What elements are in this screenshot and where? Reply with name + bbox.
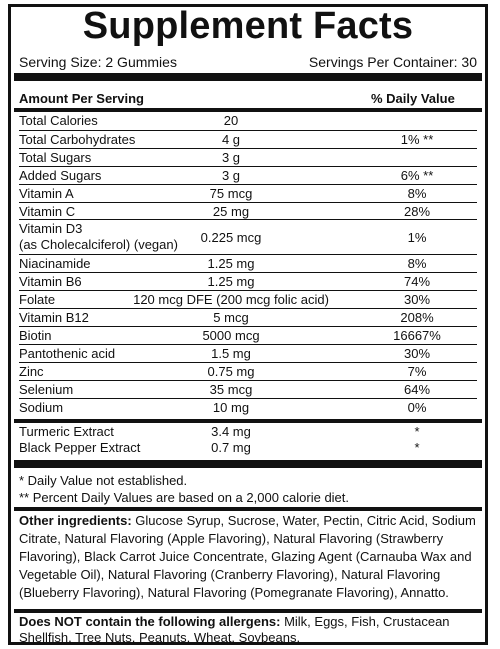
divider-allergens <box>14 609 482 613</box>
nutrient-name: Selenium <box>19 381 74 397</box>
nutrient-dv: 30% <box>403 345 431 361</box>
nutrient-name: Biotin <box>19 328 52 343</box>
nutrient-amount: 0.225 mcg <box>200 230 262 246</box>
column-header <box>19 89 477 109</box>
nutrient-row <box>19 166 477 185</box>
nutrient-amount: 10 mg <box>212 399 250 415</box>
nutrient-name: Total Carbohydrates <box>19 131 136 147</box>
nutrient-dv: 6% ** <box>400 167 434 183</box>
nutrient-amount: 1.25 mg <box>207 274 255 290</box>
nutrient-amount: 120 mcg DFE (200 mcg folic acid) <box>133 292 329 308</box>
nutrient-row <box>19 202 477 221</box>
nutrient-dv: 8% <box>407 256 427 272</box>
nutrient-name: Vitamin C <box>19 203 76 219</box>
nutrient-row <box>19 112 477 130</box>
panel-title: Supplement Facts <box>82 5 414 47</box>
nutrient-amount: 1.25 mg <box>207 256 255 272</box>
ingredients-text: Glucose Syrup, Sucrose, Water, Pectin, Citric Acid, Sodium Citrate, Natural Flavoring (Apple Flavoring), Natural Flavoring (Strawberry Flavoring), Black Carrot Juice Concentrate, Glazing Agent (Carnauba Wax and Vegetable Oil), Natural Flavoring (Cranberry Flavoring), Natural Flavoring (Blueberry Flavoring), Natural Flavoring (Pomegranate Flavoring), Annatto. <box>19 513 476 600</box>
nutrient-name: Zinc <box>19 363 44 379</box>
nutrient-dv: 0% <box>407 399 427 415</box>
divider-ingredients <box>14 507 482 511</box>
nutrient-row <box>19 148 477 167</box>
footnote-calorie: ** Percent Daily Values are based on a 2,000 calorie diet. <box>19 490 350 505</box>
nutrient-dv: 8% <box>407 185 427 201</box>
nutrient-row <box>19 272 477 291</box>
nutrient-row <box>19 362 477 381</box>
extract-dv: * <box>414 424 420 439</box>
nutrient-dv: 64% <box>403 381 431 397</box>
nutrient-name: Niacinamide <box>19 256 91 272</box>
nutrient-row <box>19 326 477 345</box>
amount-header: Amount Per Serving <box>19 91 144 106</box>
nutrient-row <box>19 308 477 327</box>
allergens-label: Does NOT contain the following allergens: <box>19 614 281 629</box>
nutrient-dv: 16667% <box>393 328 441 343</box>
nutrient-row <box>19 254 477 273</box>
nutrient-dv: 7% <box>407 363 427 379</box>
extract-amount: 0.7 mg <box>211 440 251 455</box>
nutrient-name: Total Sugars <box>19 149 92 165</box>
nutrient-name: Vitamin D3 <box>19 221 83 237</box>
nutrient-row <box>19 380 477 399</box>
nutrient-name: Sodium <box>19 399 64 415</box>
divider-footnotes <box>14 460 482 468</box>
nutrient-amount: 0.75 mg <box>207 363 255 379</box>
nutrient-row <box>19 344 477 363</box>
nutrient-name: Vitamin A <box>19 185 74 201</box>
extract-amount: 3.4 mg <box>211 424 251 439</box>
nutrient-row <box>19 290 477 309</box>
nutrient-row <box>19 184 477 203</box>
nutrient-row <box>19 219 477 255</box>
nutrient-amount: 25 mg <box>212 203 250 219</box>
nutrient-amount: 4 g <box>221 131 241 147</box>
serving-size: Serving Size: 2 Gummies <box>19 54 177 70</box>
extract-name: Turmeric Extract <box>19 424 114 439</box>
dv-header: % Daily Value <box>371 91 455 106</box>
nutrient-amount: 75 mcg <box>209 185 253 201</box>
footnote-dv: * Daily Value not established. <box>19 473 188 488</box>
supplement-facts-panel <box>8 4 488 645</box>
nutrient-dv: 1% <box>407 230 427 246</box>
divider-extracts <box>14 419 482 423</box>
ingredients-label: Other ingredients: <box>19 513 132 528</box>
allergen-statement <box>19 614 477 646</box>
nutrient-dv: 30% <box>403 292 431 308</box>
nutrient-amount: 5 mcg <box>213 310 249 326</box>
other-ingredients <box>19 512 477 602</box>
nutrient-amount: 5000 mcg <box>202 328 260 343</box>
nutrient-name: Vitamin B12 <box>19 310 89 326</box>
nutrient-row <box>19 130 477 149</box>
nutrient-dv: 28% <box>403 203 431 219</box>
nutrient-amount: 20 <box>223 113 239 128</box>
serving-info <box>19 54 477 70</box>
nutrient-dv: 74% <box>403 274 431 290</box>
nutrient-name-detail: (as Cholecalciferol) (vegan) <box>19 237 178 253</box>
nutrient-name: Vitamin B6 <box>19 274 82 290</box>
nutrient-amount: 3 g <box>221 167 241 183</box>
nutrient-name: Total Calories <box>19 113 98 128</box>
nutrient-dv: 208% <box>400 310 434 326</box>
nutrient-dv: 1% ** <box>400 131 434 147</box>
extract-name: Black Pepper Extract <box>19 440 141 455</box>
divider-thick-top <box>14 73 482 81</box>
allergens-text: Milk, Eggs, Fish, Crustacean Shellfish, Tree Nuts, Peanuts, Wheat, Soybeans. <box>19 614 450 645</box>
extract-row <box>19 440 477 456</box>
nutrient-name: Folate <box>19 292 56 308</box>
nutrient-name: Pantothenic acid <box>19 345 116 361</box>
nutrient-name: Added Sugars <box>19 167 102 183</box>
nutrient-amount: 1.5 mg <box>211 345 251 361</box>
servings-per-container: Servings Per Container: 30 <box>308 54 477 70</box>
nutrient-row <box>19 398 477 417</box>
extract-dv: * <box>414 440 420 455</box>
extract-row <box>19 424 477 440</box>
nutrient-amount: 3 g <box>221 149 241 165</box>
nutrient-amount: 35 mcg <box>209 381 253 397</box>
